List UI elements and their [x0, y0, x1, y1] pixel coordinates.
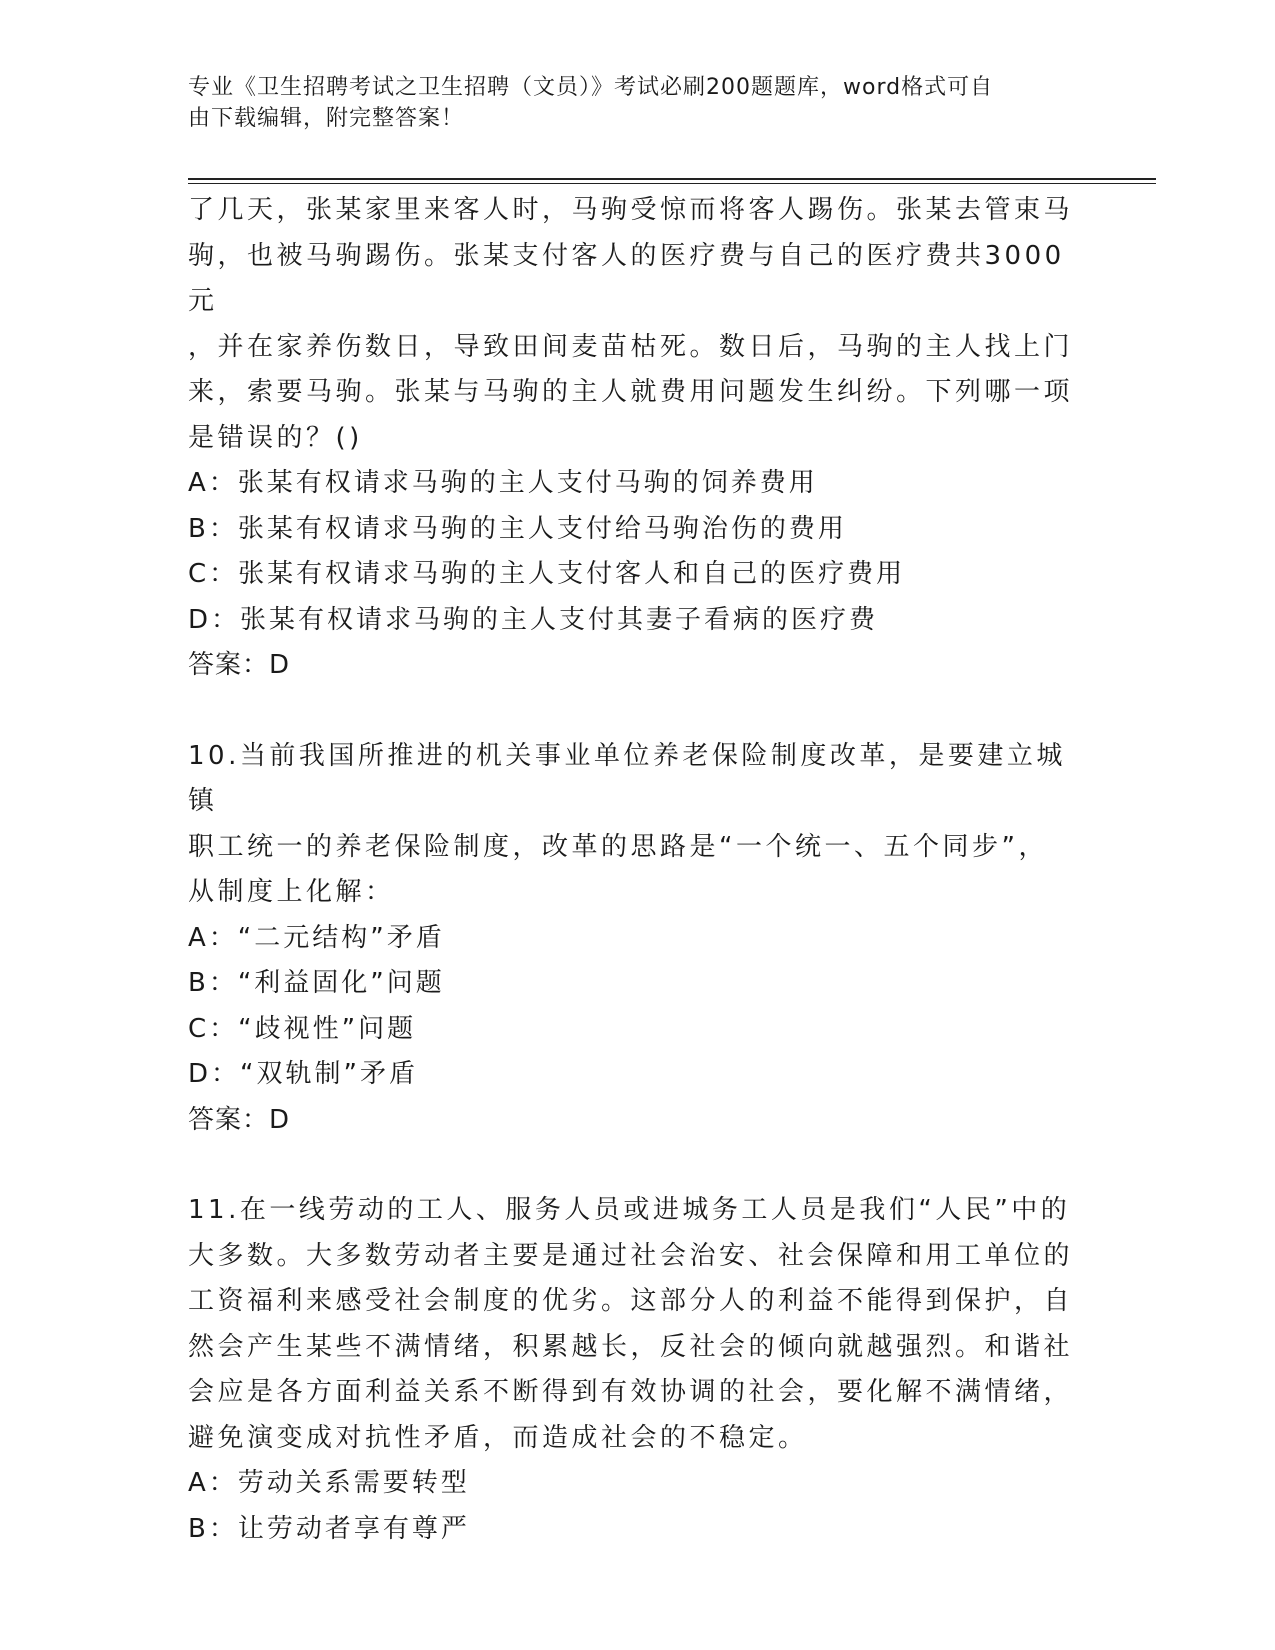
- option-c: C：“歧视性”问题: [188, 1013, 417, 1044]
- header-divider-thin: [188, 183, 1156, 184]
- question-stem-line: 职工统一的养老保险制度，改革的思路是“一个统一、五个同步”，: [188, 831, 1048, 862]
- question-stem-line: 工资福利来感受社会制度的优劣。这部分人的利益不能得到保护，自: [188, 1286, 1074, 1316]
- page-header: [188, 72, 1078, 134]
- option-a: A：“二元结构”矛盾: [188, 922, 445, 953]
- option-b: B：“利益固化”问题: [188, 968, 445, 998]
- option-a: A：劳动关系需要转型: [188, 1468, 470, 1498]
- answer-line: 答案：D: [188, 650, 291, 680]
- question-stem-line: 了几天，张某家里来客人时，马驹受惊而将客人踢伤。张某去管束马: [188, 195, 1074, 225]
- question-10: [188, 734, 1088, 1144]
- option-b: B：张某有权请求马驹的主人支付给马驹治伤的费用: [188, 513, 847, 544]
- question-stem-line: 大多数。大多数劳动者主要是通过社会治安、社会保障和用工单位的: [188, 1240, 1074, 1271]
- question-stem-line: 从制度上化解：: [188, 877, 395, 907]
- question-stem-line: 会应是各方面利益关系不断得到有效协调的社会，要化解不满情绪，: [188, 1377, 1074, 1407]
- question-stem-line: 驹，也被马驹踢伤。张某支付客人的医疗费与自己的医疗费共3000元: [188, 240, 1065, 316]
- spacer: [188, 1143, 1088, 1188]
- question-content: [188, 188, 1088, 1552]
- question-stem-line: 11.在一线劳动的工人、服务人员或进城务工人员是我们“人民”中的: [188, 1195, 1071, 1225]
- spacer: [188, 689, 1088, 734]
- question-stem-line: ，并在家养伤数日，导致田间麦苗枯死。数日后，马驹的主人找上门: [188, 331, 1074, 362]
- question-11: [188, 1188, 1088, 1552]
- question-stem-line: 然会产生某些不满情绪，积累越长，反社会的倾向就越强烈。和谐社: [188, 1331, 1074, 1362]
- option-c: C：张某有权请求马驹的主人支付客人和自己的医疗费用: [188, 559, 906, 589]
- question-stem-line: 是错误的？(): [188, 422, 363, 453]
- option-b: B：让劳动者享有尊严: [188, 1513, 470, 1544]
- question-9: [188, 188, 1088, 689]
- option-d: D：“双轨制”矛盾: [188, 1059, 418, 1089]
- question-stem-line: 避免演变成对抗性矛盾，而造成社会的不稳定。: [188, 1422, 808, 1453]
- header-line-2: 由下载编辑，附完整答案！: [188, 106, 465, 131]
- header-divider-thick: [188, 178, 1156, 180]
- question-stem-line: 来，索要马驹。张某与马驹的主人就费用问题发生纠纷。下列哪一项: [188, 377, 1074, 407]
- header-line-1: 专业《卫生招聘考试之卫生招聘（文员）》考试必刷200题题库，word格式可自: [188, 75, 994, 100]
- question-stem-line: 10.当前我国所推进的机关事业单位养老保险制度改革，是要建立城镇: [188, 740, 1066, 816]
- option-d: D：张某有权请求马驹的主人支付其妻子看病的医疗费: [188, 604, 879, 635]
- answer-line: 答案：D: [188, 1104, 291, 1135]
- option-a: A：张某有权请求马驹的主人支付马驹的饲养费用: [188, 468, 818, 498]
